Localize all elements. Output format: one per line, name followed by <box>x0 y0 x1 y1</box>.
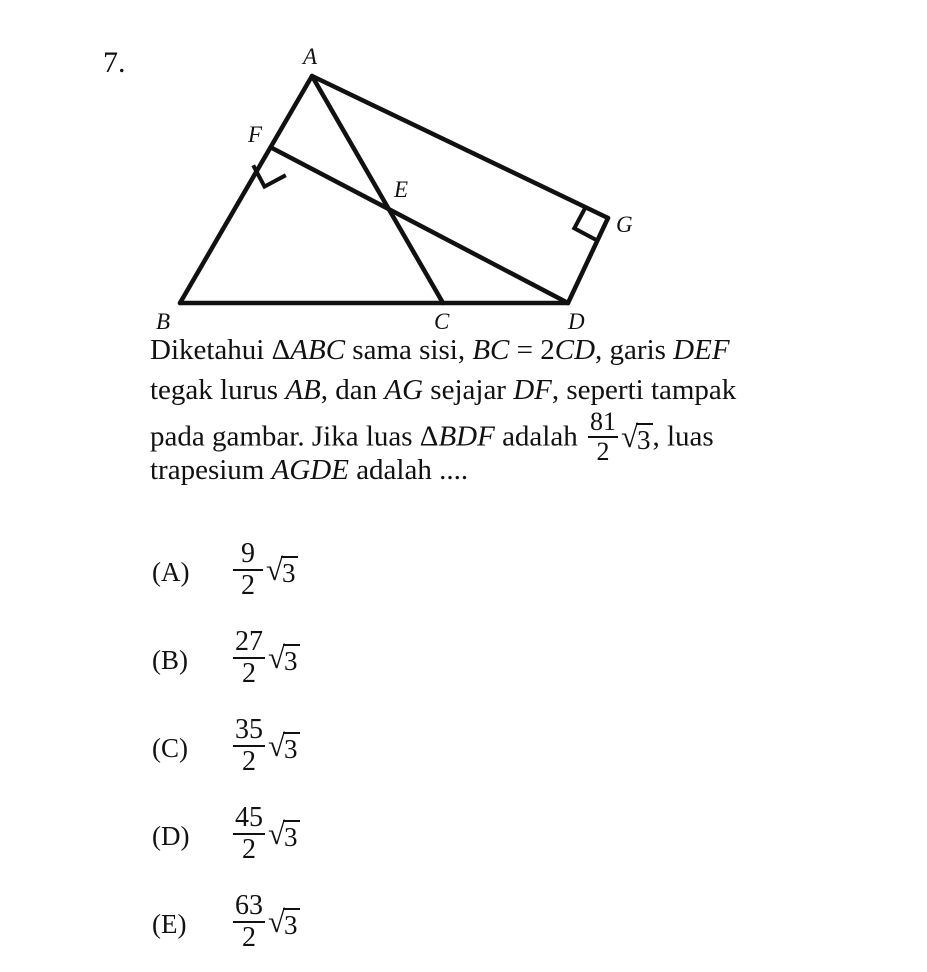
problem-statement <box>150 330 927 490</box>
stmt1-abc: ABC <box>290 334 346 366</box>
vertex-label-C: C <box>434 309 450 334</box>
segment-GD <box>568 218 608 303</box>
option-e-numerator: 63 <box>235 890 263 921</box>
option-e-fraction <box>233 891 265 953</box>
answer-options <box>152 528 572 968</box>
stmt2-ab: AB <box>285 374 321 406</box>
option-b-radical <box>268 639 300 676</box>
segment-FD <box>272 148 568 303</box>
stmt2-text1: tegak lurus <box>150 374 286 406</box>
stmt2-text4: , seperti tampak <box>551 374 737 406</box>
option-c-numerator: 35 <box>235 714 263 745</box>
statement-line-3 <box>150 407 927 466</box>
option-b-radical-sign: √ <box>268 639 286 675</box>
segment-AC <box>312 76 443 303</box>
option-c-value <box>230 714 300 779</box>
stmt3-text1: pada gambar. Jika luas <box>150 420 420 453</box>
stmt1-text2: sama sisi, <box>345 334 473 366</box>
segment-BA <box>180 76 312 303</box>
stmt2-ag: AG <box>384 374 424 406</box>
stmt2-text3: sejajar <box>423 374 514 406</box>
option-c-radicand: 3 <box>284 733 298 764</box>
stmt3-bdf: BDF <box>438 420 495 453</box>
radicand: 3 <box>637 424 651 455</box>
option-d-fraction <box>233 803 265 865</box>
option-b-letter: (B) <box>152 644 188 675</box>
stmt1-def: DEF <box>673 334 730 366</box>
option-a-denominator: 2 <box>241 570 255 601</box>
option-a[interactable] <box>152 528 572 616</box>
option-d-radical <box>268 815 300 852</box>
option-e-radicand: 3 <box>284 909 298 940</box>
option-b-radicand: 3 <box>284 645 298 676</box>
geometry-figure <box>0 0 700 340</box>
option-a-radicand: 3 <box>282 557 296 588</box>
option-d-radicand: 3 <box>284 821 298 852</box>
option-b-value <box>230 626 300 691</box>
stmt2-text2: , dan <box>320 374 385 406</box>
statement-line-1 <box>150 330 927 370</box>
option-c-denominator: 2 <box>242 746 256 777</box>
option-c-letter: (C) <box>152 732 188 763</box>
statement-line-4 <box>150 450 927 490</box>
option-d-value <box>230 802 300 867</box>
figure-svg <box>0 0 700 340</box>
vertex-label-G: G <box>616 212 633 237</box>
option-a-radical-sign: √ <box>266 551 284 587</box>
option-e-letter: (E) <box>152 908 187 939</box>
stmt4-text2: adalah .... <box>348 454 469 486</box>
stmt1-text3: , garis <box>595 334 674 366</box>
stmt3-triangle-symbol: Δ <box>419 420 439 453</box>
option-a-letter: (A) <box>152 556 190 587</box>
statement-line-2 <box>150 370 927 410</box>
statement-fraction-denominator: 2 <box>596 437 610 466</box>
option-c[interactable] <box>152 704 572 792</box>
option-c-fraction <box>233 715 265 777</box>
stmt2-df: DF <box>513 374 552 406</box>
vertex-label-E: E <box>394 177 409 202</box>
option-e-radical <box>268 903 300 940</box>
option-e-radical-sign: √ <box>268 903 286 939</box>
option-d-numerator: 45 <box>235 802 263 833</box>
option-b[interactable] <box>152 616 572 704</box>
stmt1-triangle-symbol: Δ <box>271 334 291 366</box>
option-d-letter: (D) <box>152 820 190 851</box>
option-c-radical <box>268 727 300 764</box>
stmt1-text1: Diketahui <box>150 334 272 366</box>
statement-radical <box>620 418 653 455</box>
option-e-denominator: 2 <box>242 922 256 953</box>
option-b-fraction <box>233 627 265 689</box>
option-d-denominator: 2 <box>242 834 256 865</box>
option-b-denominator: 2 <box>242 658 256 689</box>
question-number: 7. <box>103 46 126 79</box>
option-a-numerator: 9 <box>241 538 255 569</box>
option-a-value <box>230 538 298 603</box>
stmt1-cd: CD <box>554 334 596 366</box>
stmt1-bc: BC <box>472 334 510 366</box>
vertex-label-A: A <box>303 44 318 69</box>
option-e-value <box>230 890 300 955</box>
stmt4-text1: trapesium <box>150 454 272 486</box>
option-d[interactable] <box>152 792 572 880</box>
stmt1-equals: = 2 <box>509 334 555 366</box>
vertex-label-B: B <box>156 309 171 334</box>
statement-fraction <box>588 408 618 466</box>
stmt3-text2: adalah <box>494 420 585 453</box>
option-e[interactable] <box>152 880 572 968</box>
option-a-radical <box>266 551 298 588</box>
vertex-label-F: F <box>248 122 263 147</box>
option-a-fraction <box>233 539 263 601</box>
option-d-radical-sign: √ <box>268 815 286 851</box>
segment-AG <box>312 76 608 218</box>
stmt3-text3: , luas <box>652 420 714 453</box>
vertex-label-D: D <box>568 309 585 334</box>
stmt4-agde: AGDE <box>271 454 349 486</box>
option-c-radical-sign: √ <box>268 727 286 763</box>
option-b-numerator: 27 <box>235 626 263 657</box>
radical-sign: √ <box>620 418 638 454</box>
statement-fraction-numerator: 81 <box>589 407 616 436</box>
